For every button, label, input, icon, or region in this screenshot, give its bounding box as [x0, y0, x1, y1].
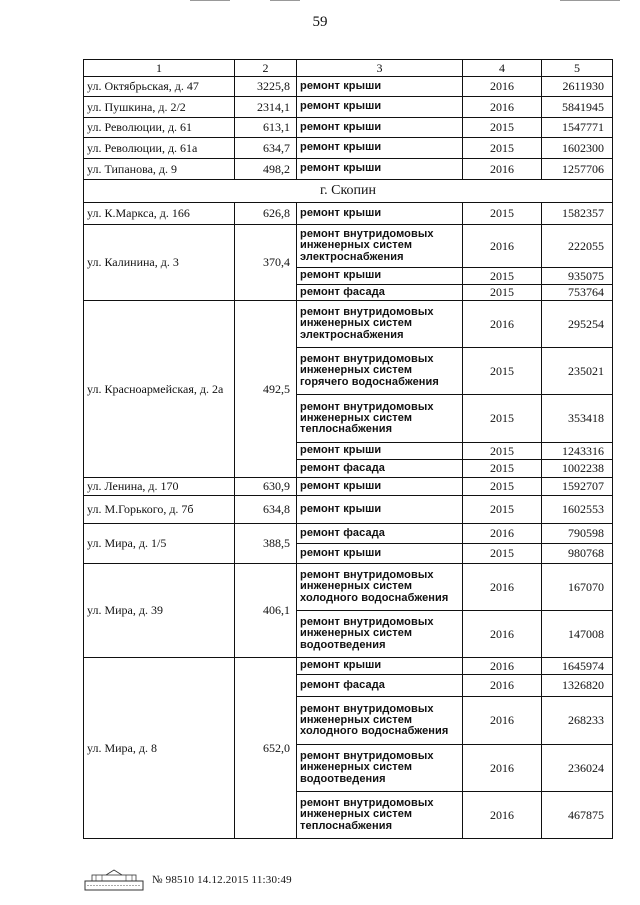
work-cell: ремонт крыши: [297, 496, 463, 524]
area-cell: 406,1: [235, 564, 297, 658]
year-cell: 2016: [463, 564, 542, 611]
work-cell: ремонт крыши: [297, 268, 463, 285]
work-cell: ремонт крыши: [297, 77, 463, 97]
cost-cell: 167070: [542, 564, 613, 611]
cost-cell: 1257706: [542, 159, 613, 180]
header-row: [84, 60, 613, 77]
cost-cell: 147008: [542, 611, 613, 658]
work-cell: ремонт внутридомовых инженерных систем водоотведения: [297, 611, 463, 658]
table-row: [84, 564, 613, 611]
year-cell: 2015: [463, 348, 542, 395]
table-row: [84, 118, 613, 138]
area-cell: 634,7: [235, 138, 297, 159]
repair-table: [83, 59, 613, 839]
area-cell: 630,9: [235, 478, 297, 496]
year-cell: 2016: [463, 301, 542, 348]
cost-cell: 1592707: [542, 478, 613, 496]
table-row: [84, 225, 613, 268]
scan-artifact: [190, 0, 230, 1]
area-cell: 626,8: [235, 203, 297, 225]
year-cell: 2015: [463, 118, 542, 138]
address-cell: ул. Октябрьская, д. 47: [84, 77, 235, 97]
work-cell: ремонт крыши: [297, 203, 463, 225]
year-cell: 2016: [463, 225, 542, 268]
column-header: 4: [463, 60, 542, 77]
scan-artifact: [270, 0, 300, 1]
work-cell: ремонт крыши: [297, 443, 463, 460]
address-cell: ул. Мира, д. 8: [84, 658, 235, 839]
table-row: [84, 138, 613, 159]
address-cell: ул. Красноармейская, д. 2а: [84, 301, 235, 478]
year-cell: 2015: [463, 203, 542, 225]
area-cell: 498,2: [235, 159, 297, 180]
cost-cell: 753764: [542, 285, 613, 301]
address-cell: ул. Мира, д. 1/5: [84, 524, 235, 564]
cost-cell: 236024: [542, 745, 613, 792]
scan-artifact: [560, 0, 620, 1]
year-cell: 2015: [463, 285, 542, 301]
address-cell: ул. Революции, д. 61а: [84, 138, 235, 159]
cost-cell: 1602553: [542, 496, 613, 524]
address-cell: ул. Революции, д. 61: [84, 118, 235, 138]
work-cell: ремонт внутридомовых инженерных систем водоотведения: [297, 745, 463, 792]
page-number: 59: [312, 14, 328, 30]
table-row: [84, 301, 613, 348]
address-cell: ул. М.Горького, д. 7б: [84, 496, 235, 524]
work-cell: ремонт внутридомовых инженерных систем холодного водоснабжения: [297, 564, 463, 611]
area-cell: 3225,8: [235, 77, 297, 97]
year-cell: 2016: [463, 77, 542, 97]
column-header: 3: [297, 60, 463, 77]
address-cell: ул. Типанова, д. 9: [84, 159, 235, 180]
year-cell: 2015: [463, 544, 542, 564]
year-cell: 2016: [463, 524, 542, 544]
work-cell: ремонт крыши: [297, 97, 463, 118]
cost-cell: 222055: [542, 225, 613, 268]
work-cell: ремонт крыши: [297, 118, 463, 138]
cost-cell: 1002238: [542, 460, 613, 478]
building-seal-icon: [84, 869, 144, 891]
cost-cell: 1602300: [542, 138, 613, 159]
year-cell: 2016: [463, 792, 542, 839]
address-cell: ул. Пушкина, д. 2/2: [84, 97, 235, 118]
year-cell: 2016: [463, 97, 542, 118]
registration-stamp: [84, 867, 384, 893]
year-cell: 2015: [463, 138, 542, 159]
address-cell: ул. Калинина, д. 3: [84, 225, 235, 301]
area-cell: 370,4: [235, 225, 297, 301]
table-row: [84, 524, 613, 544]
registration-number: № 98510 14.12.2015 11:30:49: [152, 874, 292, 886]
cost-cell: 353418: [542, 395, 613, 443]
work-cell: ремонт крыши: [297, 478, 463, 496]
year-cell: 2016: [463, 745, 542, 792]
table-row: [84, 478, 613, 496]
cost-cell: 268233: [542, 697, 613, 745]
year-cell: 2016: [463, 675, 542, 697]
table-row: [84, 159, 613, 180]
year-cell: 2015: [463, 443, 542, 460]
area-cell: 652,0: [235, 658, 297, 839]
work-cell: ремонт внутридомовых инженерных систем электроснабжения: [297, 301, 463, 348]
work-cell: ремонт внутридомовых инженерных систем горячего водоснабжения: [297, 348, 463, 395]
table-row: [84, 77, 613, 97]
year-cell: 2015: [463, 395, 542, 443]
work-cell: ремонт внутридомовых инженерных систем теплоснабжения: [297, 792, 463, 839]
area-cell: 492,5: [235, 301, 297, 478]
year-cell: 2015: [463, 478, 542, 496]
work-cell: ремонт внутридомовых инженерных систем электроснабжения: [297, 225, 463, 268]
address-cell: ул. Ленина, д. 170: [84, 478, 235, 496]
year-cell: 2016: [463, 697, 542, 745]
cost-cell: 235021: [542, 348, 613, 395]
area-cell: 2314,1: [235, 97, 297, 118]
cost-cell: 467875: [542, 792, 613, 839]
cost-cell: 5841945: [542, 97, 613, 118]
cost-cell: 980768: [542, 544, 613, 564]
table-row: [84, 496, 613, 524]
work-cell: ремонт фасада: [297, 460, 463, 478]
work-cell: ремонт крыши: [297, 658, 463, 675]
city-heading: г. Скопин: [84, 180, 613, 203]
cost-cell: 935075: [542, 268, 613, 285]
area-cell: 613,1: [235, 118, 297, 138]
cost-cell: 1582357: [542, 203, 613, 225]
year-cell: 2015: [463, 496, 542, 524]
work-cell: ремонт фасада: [297, 524, 463, 544]
area-cell: 634,8: [235, 496, 297, 524]
address-cell: ул. Мира, д. 39: [84, 564, 235, 658]
cost-cell: 1326820: [542, 675, 613, 697]
year-cell: 2016: [463, 658, 542, 675]
year-cell: 2015: [463, 268, 542, 285]
cost-cell: 790598: [542, 524, 613, 544]
cost-cell: 1645974: [542, 658, 613, 675]
area-cell: 388,5: [235, 524, 297, 564]
column-header: 1: [84, 60, 235, 77]
year-cell: 2016: [463, 611, 542, 658]
cost-cell: 1243316: [542, 443, 613, 460]
cost-cell: 2611930: [542, 77, 613, 97]
cost-cell: 295254: [542, 301, 613, 348]
work-cell: ремонт крыши: [297, 544, 463, 564]
cost-cell: 1547771: [542, 118, 613, 138]
column-header: 2: [235, 60, 297, 77]
column-header: 5: [542, 60, 613, 77]
year-cell: 2016: [463, 159, 542, 180]
work-cell: ремонт внутридомовых инженерных систем теплоснабжения: [297, 395, 463, 443]
work-cell: ремонт внутридомовых инженерных систем холодного водоснабжения: [297, 697, 463, 745]
address-cell: ул. К.Маркса, д. 166: [84, 203, 235, 225]
work-cell: ремонт крыши: [297, 138, 463, 159]
table-row: [84, 658, 613, 675]
year-cell: 2015: [463, 460, 542, 478]
table-row: [84, 203, 613, 225]
table-row: [84, 97, 613, 118]
work-cell: ремонт крыши: [297, 159, 463, 180]
city-heading-row: [84, 180, 613, 203]
work-cell: ремонт фасада: [297, 285, 463, 301]
work-cell: ремонт фасада: [297, 675, 463, 697]
